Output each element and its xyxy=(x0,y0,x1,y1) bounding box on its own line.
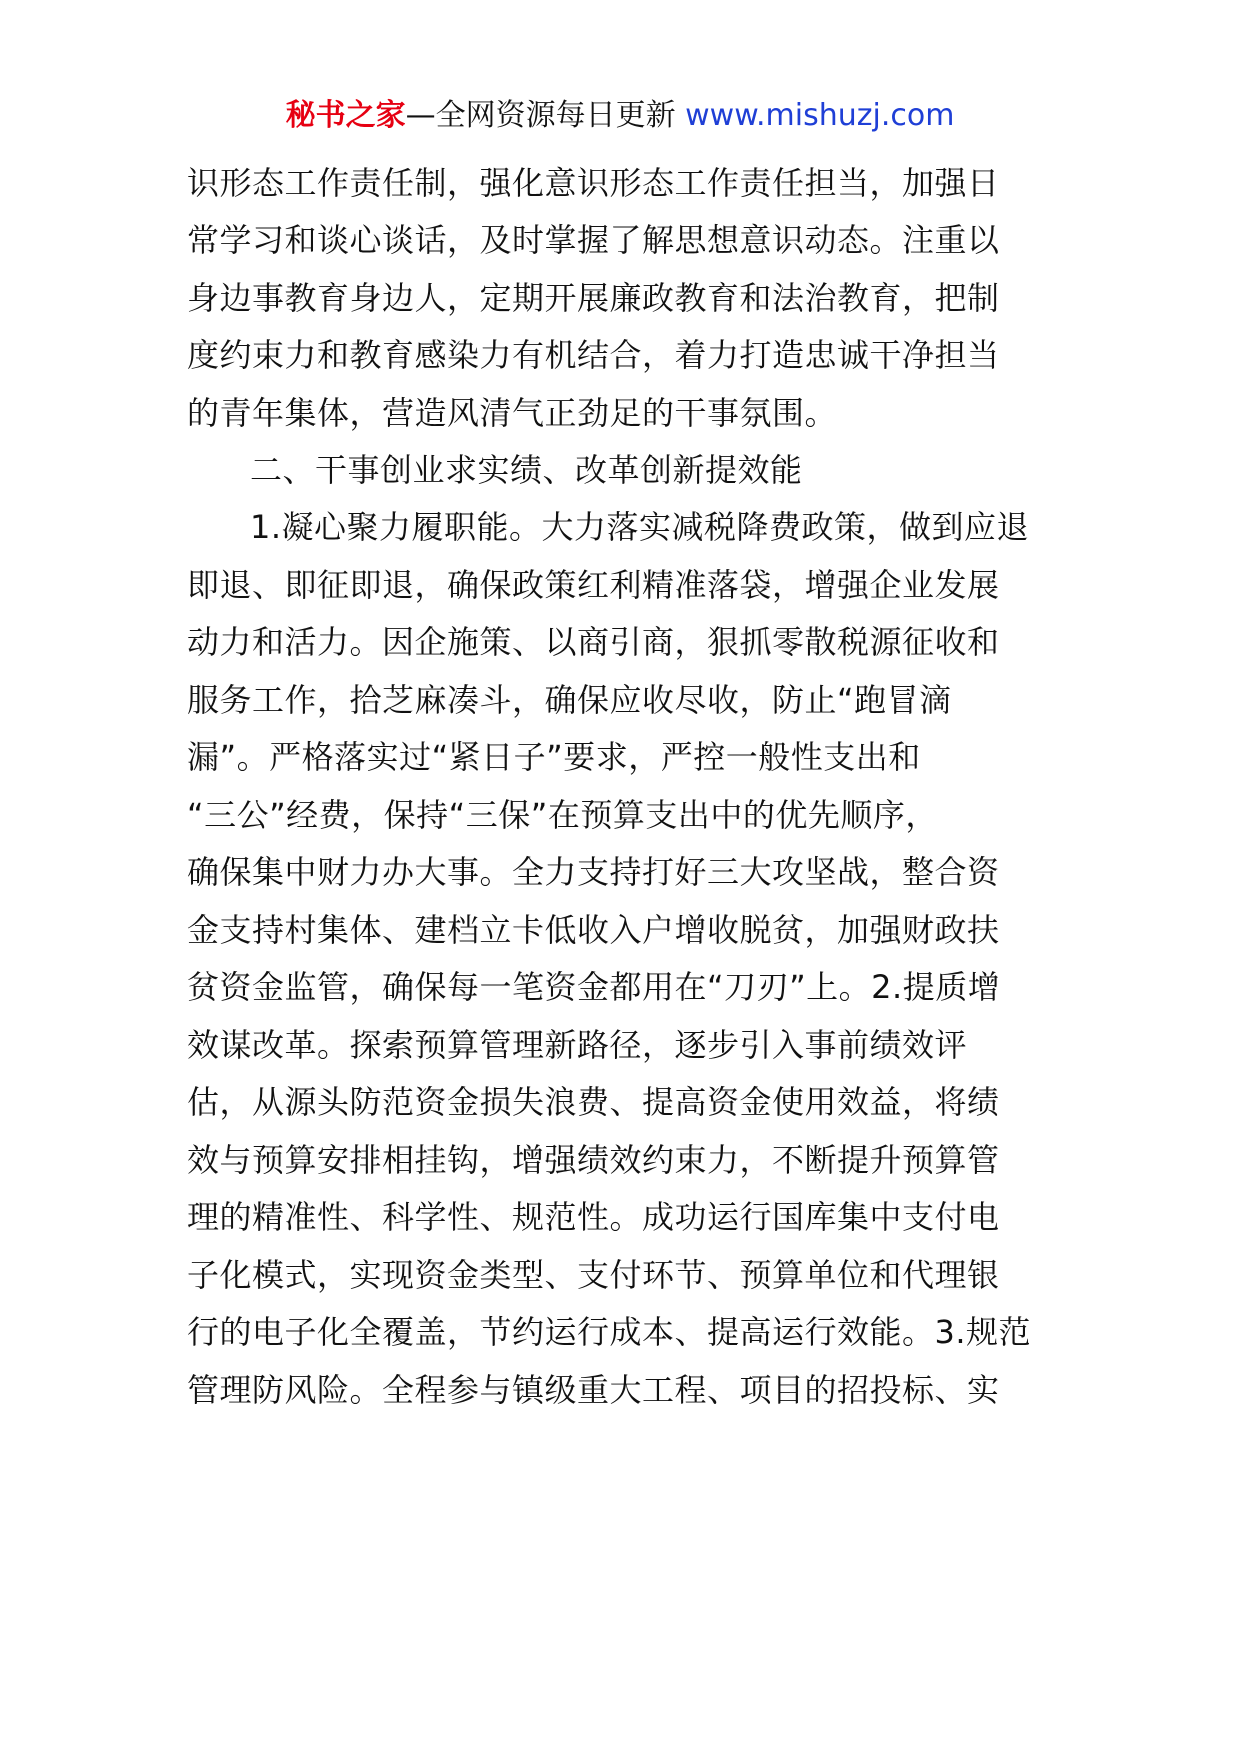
text-line: 即退、即征即退，确保政策红利精准落袋，增强企业发展 xyxy=(187,566,1000,604)
text-line: 管理防风险。全程参与镇级重大工程、项目的招投标、实 xyxy=(187,1371,1000,1409)
site-url-link[interactable]: www.mishuzj.com xyxy=(685,98,955,133)
site-header xyxy=(0,96,1240,136)
section-heading: 二、干事创业求实绩、改革创新提效能 xyxy=(250,451,803,489)
text-line: 动力和活力。因企施策、以商引商，狠抓零散税源征收和 xyxy=(187,623,1000,661)
text-line: 金支持村集体、建档立卡低收入户增收脱贫，加强财政扶 xyxy=(187,911,1000,949)
text-line: 服务工作，拾芝麻凑斗，确保应收尽收，防止“跑冒滴 xyxy=(187,681,952,719)
text-line: 的青年集体，营造风清气正劲足的干事氛围。 xyxy=(187,394,838,432)
text-line: 识形态工作责任制，强化意识形态工作责任担当，加强日 xyxy=(187,164,1000,202)
text-line: 常学习和谈心谈话，及时掌握了解思想意识动态。注重以 xyxy=(187,221,1000,259)
text-line: 估，从源头防范资金损失浪费、提高资金使用效益，将绩 xyxy=(187,1083,1000,1121)
text-line: 效与预算安排相挂钩，增强绩效约束力，不断提升预算管 xyxy=(187,1141,1000,1179)
text-line: “三公”经费，保持“三保”在预算支出中的优先顺序， xyxy=(187,796,938,834)
text-line: 度约束力和教育感染力有机结合，着力打造忠诚干净担当 xyxy=(187,336,1000,374)
text-line: 子化模式，实现资金类型、支付环节、预算单位和代理银 xyxy=(187,1256,1000,1294)
text-line: 理的精准性、科学性、规范性。成功运行国库集中支付电 xyxy=(187,1198,1000,1236)
text-line: 确保集中财力办大事。全力支持打好三大攻坚战，整合资 xyxy=(187,853,1000,891)
text-line: 1.凝心聚力履职能。大力落实减税降费政策，做到应退 xyxy=(250,508,1030,546)
brand-name: 秘书之家 xyxy=(285,98,406,133)
text-line: 效谋改革。探索预算管理新路径，逐步引入事前绩效评 xyxy=(187,1026,968,1064)
text-line: 贫资金监管，确保每一笔资金都用在“刀刃”上。2.提质增 xyxy=(187,968,1001,1006)
text-line: 身边事教育身边人，定期开展廉政教育和法治教育，把制 xyxy=(187,279,1000,317)
text-line: 漏”。严格落实过“紧日子”要求，严控一般性支出和 xyxy=(187,738,921,776)
text-line: 行的电子化全覆盖，节约运行成本、提高运行效能。3.规范 xyxy=(187,1313,1032,1351)
header-slogan: —全网资源每日更新 xyxy=(405,98,676,133)
